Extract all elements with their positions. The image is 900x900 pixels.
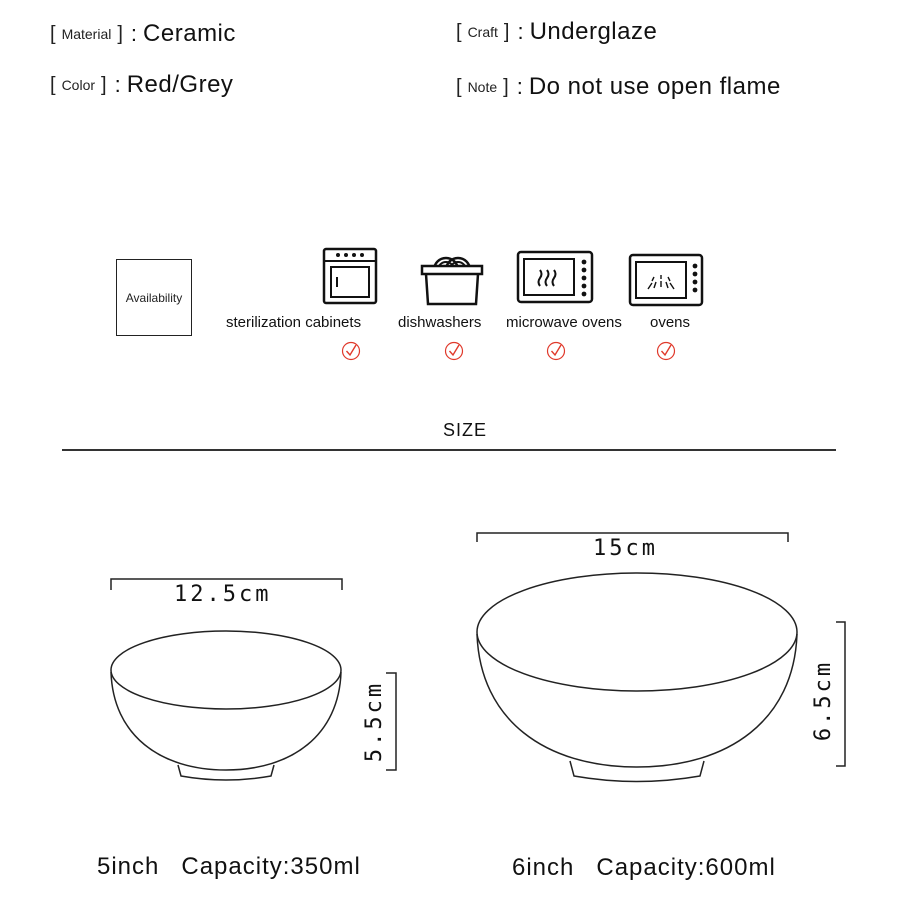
size-title: SIZE bbox=[442, 420, 487, 440]
bracket-close: ] bbox=[101, 74, 107, 96]
colon: : bbox=[130, 21, 138, 46]
bracket-close: ] bbox=[503, 21, 510, 43]
spec-value: Underglaze bbox=[529, 18, 658, 45]
colon: : bbox=[516, 74, 523, 99]
bowl-size-label: 5inch bbox=[97, 853, 160, 880]
bowl-capacity: Capacity:600ml bbox=[596, 854, 776, 881]
usage-label-sterilization-cabinets: sterilization cabinets bbox=[226, 314, 362, 331]
large-bowl bbox=[477, 573, 797, 782]
spec-value: Do not use open flame bbox=[528, 73, 781, 100]
bracket-open: [ bbox=[456, 21, 462, 43]
availability-label: Availability bbox=[125, 290, 183, 305]
spec-key: Material bbox=[61, 26, 112, 42]
colon: : bbox=[517, 19, 524, 44]
large-bowl-height-line bbox=[836, 622, 845, 766]
bowl-size-label: 6inch bbox=[512, 854, 575, 881]
large-bowl-caption bbox=[512, 854, 776, 882]
bracket-close: ] bbox=[117, 23, 123, 45]
bracket-open: [ bbox=[50, 23, 56, 45]
small-bowl bbox=[111, 631, 341, 780]
spec-key: Color bbox=[61, 77, 96, 93]
bowl-capacity: Capacity:350ml bbox=[181, 853, 361, 880]
small-bowl-caption bbox=[97, 853, 361, 881]
small-bowl-diameter-label: 12.5cm bbox=[174, 582, 272, 607]
spec-value: Red/Grey bbox=[126, 71, 234, 98]
large-bowl-height-label: 6.5cm bbox=[811, 659, 837, 742]
spec-key: Craft bbox=[467, 24, 498, 40]
usage-label-dishwashers: dishwashers bbox=[398, 314, 482, 331]
small-bowl-height-label: 5.5cm bbox=[362, 680, 388, 763]
bracket-close: ] bbox=[503, 76, 509, 98]
large-bowl-diameter-label: 15cm bbox=[593, 536, 658, 561]
spec-value: Ceramic bbox=[143, 20, 236, 47]
usage-label-ovens: ovens bbox=[650, 314, 691, 331]
usage-label-microwave-ovens: microwave ovens bbox=[506, 314, 622, 331]
bracket-open: [ bbox=[456, 76, 462, 98]
colon: : bbox=[114, 72, 121, 97]
bracket-open: [ bbox=[50, 74, 56, 96]
spec-key: Note bbox=[467, 79, 498, 95]
small-bowl-height-line bbox=[386, 673, 396, 770]
